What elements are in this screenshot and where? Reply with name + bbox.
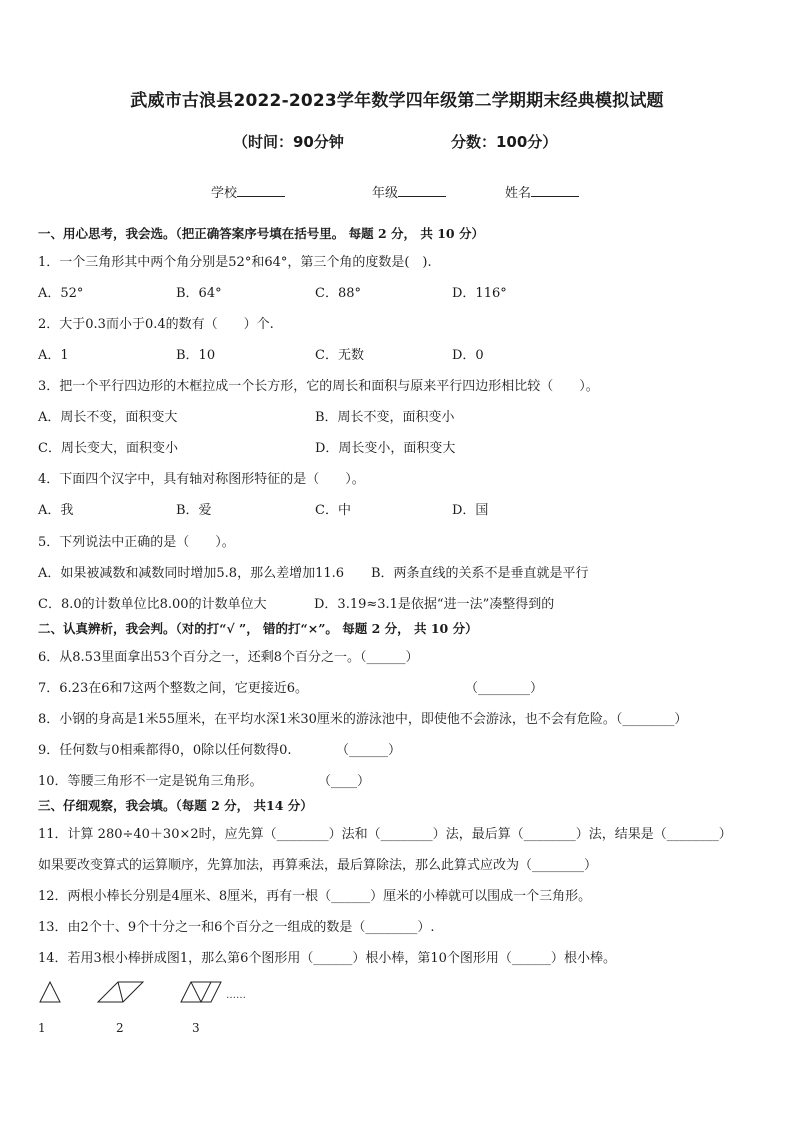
q5-option-b[interactable]: B．两条直线的关系不是垂直就是平行 — [371, 566, 589, 581]
q4-option-a[interactable]: A．我 — [38, 503, 74, 518]
q2-option-c[interactable]: C．无数 — [315, 348, 364, 363]
q5-option-d[interactable]: D．3.19≈3.1是依据“进一法”凑整得到的 — [314, 597, 555, 612]
q11-line-2: 如果要改变算式的运算顺序，先算加法，再算乘法，最后算除法，那么此算式应改为（________） — [38, 858, 598, 873]
grade-blank[interactable] — [398, 184, 446, 197]
figure-3-stick-b — [201, 982, 211, 1002]
q11-blank-2[interactable]: （________） — [367, 827, 446, 842]
school-label: 学校 — [211, 186, 238, 201]
q14-blank-1[interactable]: （______） — [300, 951, 366, 966]
q3-option-a[interactable]: A．周长不变，面积变大 — [38, 410, 178, 425]
exam-title: 武威市古浪县2022-2023学年数学四年级第二学期期末经典模拟试题 — [130, 91, 664, 111]
q6-text: 6．从8.53里面拿出53个百分之一，还剩8个百分之一。 — [38, 650, 361, 665]
q9-text: 9．任何数与0相乘都得0，0除以任何数得0. — [38, 743, 292, 758]
q8 — [38, 708, 687, 727]
q13: 13．由2个十、9个十分之一和6个百分之一组成的数是（________）. — [38, 920, 435, 935]
q1-option-a[interactable]: A．52° — [38, 286, 84, 301]
q2-option-a[interactable]: A．1 — [38, 348, 69, 363]
figure-continuation-dots: …… — [226, 990, 246, 1001]
figure-label-2: 2 — [116, 1021, 124, 1035]
school-blank[interactable] — [237, 184, 285, 197]
q6-answer-blank[interactable]: （______） — [360, 650, 419, 665]
q3-option-b[interactable]: B．周长不变，面积变小 — [315, 410, 455, 425]
q11-line-1: 11．计算 280÷40＋30×2时，应先算（________）法和（________）法，最后算（________）法，结果是（________） — [38, 827, 732, 842]
q3-option-d[interactable]: D．周长变小，面积变大 — [315, 441, 456, 456]
q3-stem: 3．把一个平行四边形的木框拉成一个长方形，它的周长和面积与原来平行四边形相比较（ ）。 — [38, 379, 599, 394]
q12: 12．两根小棒长分别是4厘米、8厘米，再有一根（______）厘米的小棒就可以围成一个三角形。 — [38, 889, 592, 904]
grade-field[interactable] — [372, 182, 446, 201]
q12-blank[interactable]: （______） — [318, 889, 384, 904]
figure-label-3: 3 — [192, 1021, 200, 1035]
section-1-heading: 一、用心思考，我会选。（把正确答案序号填在括号里。 每题 2 分， 共 10 分） — [38, 226, 484, 241]
q1-stem: 1．一个三角形其中两个角分别是52°和64°，第三个角的度数是( ). — [38, 255, 432, 270]
school-field[interactable] — [211, 182, 285, 201]
q11-blank-1[interactable]: （________） — [263, 827, 342, 842]
q8-answer-blank[interactable]: （________） — [615, 712, 688, 727]
q9-answer-blank[interactable]: （______） — [336, 743, 402, 758]
q5-stem: 5．下列说法中正确的是（ ）。 — [38, 535, 235, 550]
name-blank[interactable] — [531, 184, 579, 197]
q10-answer-blank[interactable]: （____） — [318, 774, 371, 789]
figure-2-diagonal — [118, 982, 123, 1002]
q7-answer-blank[interactable]: （________） — [465, 681, 544, 696]
q3-option-c[interactable]: C．周长变大，面积变小 — [38, 441, 178, 456]
q2-option-d[interactable]: D．0 — [452, 348, 484, 363]
q4-option-d[interactable]: D．国 — [452, 503, 489, 518]
section-2-heading: 二、认真辨析，我会判。（对的打“√ ”， 错的打“×”。 每题 2 分， 共 10 分） — [38, 621, 478, 636]
exam-time: （时间：90分钟 — [233, 133, 344, 151]
q14-blank-2[interactable]: （______） — [498, 951, 564, 966]
q2-stem: 2．大于0.3而小于0.4的数有（ ）个. — [38, 317, 274, 332]
q11-blank-3[interactable]: （________） — [510, 827, 589, 842]
q5-option-a[interactable]: A．如果被减数和减数同时增加5.8，那么差增加11.6 — [38, 566, 345, 581]
q5-option-c[interactable]: C．8.0的计数单位比8.00的计数单位大 — [38, 597, 267, 612]
q1-option-c[interactable]: C．88° — [315, 286, 361, 301]
matchstick-figure — [36, 980, 266, 1040]
q1-option-d[interactable]: D．116° — [452, 286, 507, 301]
q13-blank[interactable]: （________） — [352, 920, 431, 935]
figure-3-shape — [181, 982, 221, 1002]
q11-blank-5[interactable]: （________） — [519, 858, 598, 873]
section-3-heading: 三、仔细观察，我会填。（每题 2 分， 共14 分） — [38, 798, 313, 813]
exam-score: 分数：100分） — [451, 133, 558, 151]
q11-blank-4[interactable]: （________） — [653, 827, 732, 842]
q4-option-c[interactable]: C．中 — [315, 503, 351, 518]
q7-text: 7．6.23在6和7这两个整数之间，它更接近6。 — [38, 681, 309, 696]
q1-option-b[interactable]: B．64° — [176, 286, 222, 301]
figure-1-triangle — [40, 982, 60, 1002]
name-label: 姓名 — [505, 186, 532, 201]
q14: 14．若用3根小棒拼成图1，那么第6个图形用（______）根小棒，第10个图形用（______）根小棒。 — [38, 951, 616, 966]
q2-option-b[interactable]: B．10 — [176, 348, 216, 363]
figure-label-1: 1 — [38, 1021, 46, 1035]
figure-3-stick-a — [191, 982, 201, 1002]
grade-label: 年级 — [372, 186, 399, 201]
q6 — [38, 646, 419, 665]
q4-option-b[interactable]: B．爱 — [176, 503, 212, 518]
name-field[interactable] — [505, 182, 579, 201]
q10-text: 10．等腰三角形不一定是锐角三角形。 — [38, 774, 263, 789]
q4-stem: 4．下面四个汉字中，具有轴对称图形特征的是（ ）。 — [38, 472, 365, 487]
q8-text: 8．小钢的身高是1米55厘米，在平均水深1米30厘米的游泳池中，即使他不会游泳，也不会有危险。 — [38, 712, 616, 727]
